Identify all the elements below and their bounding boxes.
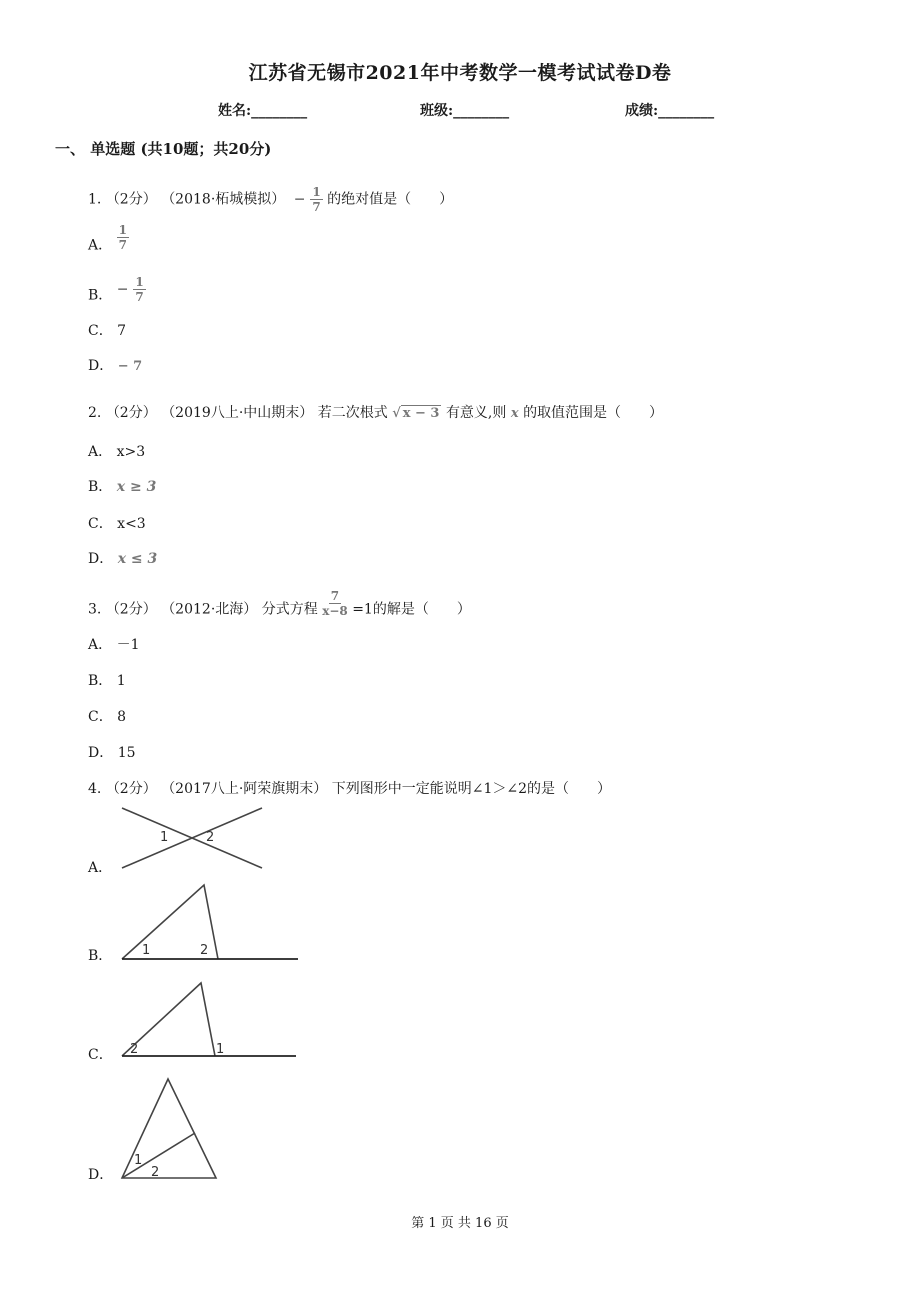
question-stem: 分式方程 (261, 601, 318, 618)
option-letter: D． (88, 1167, 114, 1183)
angle-label: 2 (151, 1165, 160, 1180)
option-text: x>3 (116, 444, 146, 460)
option-c[interactable] (88, 1044, 113, 1064)
option-letter: B． (88, 287, 113, 304)
minus-sign: − (293, 191, 306, 208)
option-letter: D． (88, 551, 114, 567)
option-b[interactable] (88, 275, 146, 309)
question-number: 3. (88, 601, 102, 618)
fraction (117, 224, 129, 251)
question-score: （2分） (105, 781, 157, 797)
option-text: 7 (117, 323, 127, 339)
numerator: 7 (330, 589, 340, 603)
figure-triangle-exterior-angle (118, 980, 303, 1062)
angle-label: 1 (216, 1042, 225, 1057)
option-letter: D． (88, 358, 114, 374)
option-a[interactable] (88, 634, 140, 654)
option-b[interactable] (88, 670, 126, 690)
question-source: （2019八上·中山期末） (161, 405, 314, 421)
fraction (310, 186, 322, 213)
option-letter: B． (88, 479, 113, 495)
option-letter: C． (88, 1047, 113, 1063)
angle-label: 1 (134, 1153, 143, 1168)
question-stem: 若二次根式 (317, 405, 388, 421)
name-field-label: 姓名:________ (218, 103, 308, 119)
score-field-label: 成绩:________ (625, 103, 715, 119)
question-source: （2017八上·阿荣旗期末） (161, 781, 328, 797)
option-letter: B． (88, 673, 113, 689)
numerator: 1 (135, 275, 144, 289)
question-score: （2分） (105, 405, 157, 421)
option-a[interactable] (88, 857, 112, 877)
option-letter: D． (88, 745, 114, 761)
option-text: 1 (116, 673, 126, 689)
denominator: x−8 (322, 604, 348, 618)
figure-crossing-lines (118, 804, 268, 874)
option-c[interactable] (88, 320, 126, 340)
option-d[interactable] (88, 548, 157, 568)
option-math: x ≥ 3 (116, 479, 157, 495)
fraction (133, 276, 145, 303)
option-letter: A． (88, 237, 113, 254)
question-number: 1. (88, 191, 102, 208)
option-text: x<3 (117, 516, 146, 532)
angle-label: 1 (142, 943, 151, 958)
option-letter: C． (88, 516, 113, 532)
option-c[interactable] (88, 513, 146, 533)
question-stem: 下列图形中一定能说明∠1＞∠2的是（ ） (331, 781, 612, 797)
question-2 (88, 402, 663, 422)
denominator: 7 (135, 290, 144, 304)
question-number: 2. (88, 405, 102, 421)
question-source: （2018·柘城模拟） (161, 191, 286, 208)
question-score: （2分） (105, 601, 157, 618)
question-source: （2012·北海） (161, 601, 258, 618)
denominator: 7 (118, 238, 127, 252)
page-title: 江苏省无锡市2021年中考数学一模考试试卷D卷 (248, 62, 672, 84)
question-score: （2分） (105, 191, 157, 208)
option-text: －1 (116, 637, 140, 653)
option-a[interactable] (88, 223, 129, 259)
figure-triangle-exterior-angle (118, 882, 303, 964)
radicand: x − 3 (402, 405, 440, 421)
option-math: − 7 (117, 359, 143, 374)
angle-label: 2 (206, 830, 215, 845)
option-text: 8 (117, 709, 127, 725)
minus-sign: − (116, 281, 129, 298)
question-stem: 的绝对值是（ ） (327, 191, 454, 208)
angle-label: 1 (160, 830, 169, 845)
fraction-expression (117, 276, 146, 303)
question-1 (88, 186, 453, 213)
option-a[interactable] (88, 441, 145, 461)
option-letter: C． (88, 323, 113, 339)
question-3 (88, 589, 471, 623)
option-b[interactable] (88, 476, 156, 496)
numerator: 1 (312, 185, 321, 199)
class-field-label: 班级:________ (420, 103, 510, 119)
question-stem: =1的解是（ ） (352, 601, 471, 618)
fraction (322, 590, 348, 617)
fraction-expression (294, 186, 323, 213)
question-stem: 有意义,则 (445, 405, 507, 421)
denominator: 7 (312, 200, 321, 214)
variable: x (510, 406, 519, 421)
page-footer: 第 1 页 共 16 页 (411, 1216, 509, 1231)
angle-label: 2 (200, 943, 209, 958)
option-letter: A． (88, 444, 113, 460)
option-letter: A． (88, 637, 113, 653)
option-text: 15 (117, 745, 136, 761)
option-d[interactable] (88, 742, 136, 762)
option-d[interactable] (88, 355, 142, 375)
option-letter: C． (88, 709, 113, 725)
option-c[interactable] (88, 706, 126, 726)
numerator: 1 (118, 223, 127, 237)
option-b[interactable] (88, 945, 112, 965)
option-d[interactable] (88, 1164, 113, 1184)
option-math: x ≤ 3 (117, 551, 158, 567)
question-stem: 的取值范围是（ ） (523, 405, 664, 421)
option-letter: A． (88, 860, 113, 876)
section-heading: 一、 单选题 (共10题；共20分) (55, 140, 272, 158)
question-number: 4. (88, 781, 102, 797)
option-letter: B． (88, 948, 113, 964)
figure-triangle-inner-segment (118, 1076, 223, 1184)
square-root-expression: √ x − 3 (392, 405, 440, 421)
question-4 (88, 778, 611, 798)
angle-label: 2 (130, 1042, 139, 1057)
